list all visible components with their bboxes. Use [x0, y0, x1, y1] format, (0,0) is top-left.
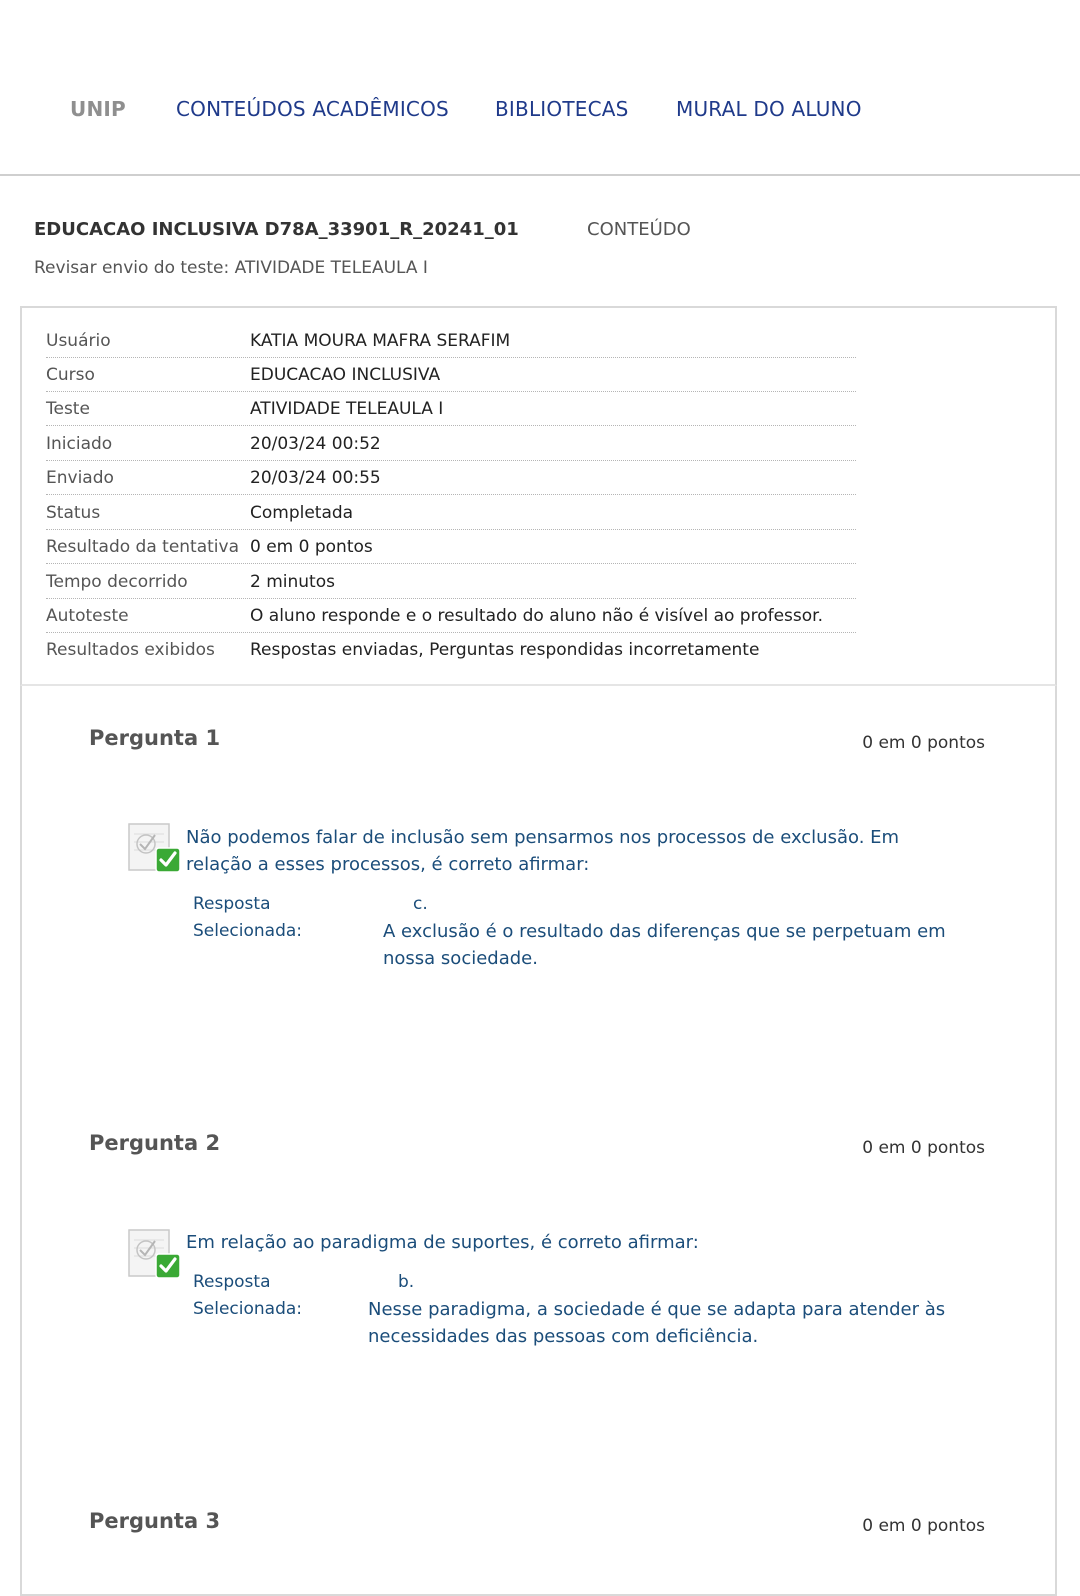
info-label: Usuário: [46, 331, 111, 351]
info-value: 20/03/24 00:55: [250, 468, 381, 488]
info-label: Teste: [46, 399, 90, 419]
info-label: Iniciado: [46, 434, 113, 454]
question-1-title: Pergunta 1: [89, 726, 221, 750]
question-2-title: Pergunta 2: [89, 1131, 221, 1155]
info-row-teste: [46, 392, 856, 426]
info-label: Autoteste: [46, 606, 129, 626]
info-label: Curso: [46, 365, 95, 385]
question-2-text: Em relação ao paradigma de suportes, é correto afirmar:: [186, 1232, 699, 1253]
info-label: Status: [46, 503, 101, 523]
info-row-autoteste: [46, 599, 856, 633]
answer-label-selected: Selecionada:: [193, 1299, 303, 1319]
info-value: KATIA MOURA MAFRA SERAFIM: [250, 331, 511, 351]
info-value: 20/03/24 00:52: [250, 434, 381, 454]
top-navigation: [0, 0, 1080, 176]
answer-text: Nesse paradigma, a sociedade é que se adapta para atender às necessidades das pessoas com deficiência.: [368, 1299, 946, 1347]
info-row-resultado: [46, 530, 856, 564]
nav-item-bibliotecas[interactable]: BIBLIOTECAS: [495, 97, 629, 121]
info-label: Resultado da tentativa: [46, 537, 240, 557]
answer-letter: b.: [398, 1272, 415, 1292]
info-row-tempo: [46, 565, 856, 599]
info-value: O aluno responde e o resultado do aluno não é visível ao professor.: [250, 606, 823, 626]
course-title[interactable]: EDUCACAO INCLUSIVA D78A_33901_R_20241_01: [34, 219, 519, 240]
info-value: 2 minutos: [250, 572, 335, 592]
correct-answer-icon: [128, 1228, 182, 1280]
info-label: Resultados exibidos: [46, 640, 215, 660]
question-2-points: 0 em 0 pontos: [862, 1138, 985, 1158]
correct-answer-icon: [128, 822, 182, 874]
info-value: Respostas enviadas, Perguntas respondidas incorretamente: [250, 640, 760, 660]
answer-label-selected: Selecionada:: [193, 921, 303, 941]
answer-text: A exclusão é o resultado das diferenças que se perpetuam em nossa sociedade.: [383, 921, 946, 969]
info-row-status: [46, 496, 856, 530]
info-row-curso: [46, 358, 856, 392]
nav-item-conteudos-academicos[interactable]: CONTEÚDOS ACADÊMICOS: [176, 97, 449, 121]
info-row-usuario: [46, 324, 856, 358]
info-value: 0 em 0 pontos: [250, 537, 373, 557]
info-value: EDUCACAO INCLUSIVA: [250, 365, 441, 385]
attempt-info-table: [20, 306, 1057, 686]
content-link[interactable]: CONTEÚDO: [587, 219, 691, 240]
nav-item-unip[interactable]: UNIP: [70, 97, 126, 121]
answer-label: Resposta: [193, 894, 271, 914]
answer-label: Resposta: [193, 1272, 271, 1292]
info-row-iniciado: [46, 427, 856, 461]
nav-item-mural-do-aluno[interactable]: MURAL DO ALUNO: [676, 97, 862, 121]
info-value: ATIVIDADE TELEAULA I: [250, 399, 444, 419]
breadcrumb: Revisar envio do teste: ATIVIDADE TELEAULA I: [34, 258, 428, 278]
question-1-points: 0 em 0 pontos: [862, 733, 985, 753]
info-row-enviado: [46, 461, 856, 495]
answer-letter: c.: [413, 894, 428, 914]
info-value: Completada: [250, 503, 354, 523]
info-row-resultados-exibidos: [46, 633, 856, 667]
question-3-points: 0 em 0 pontos: [862, 1516, 985, 1536]
info-label: Enviado: [46, 468, 114, 488]
question-3-title: Pergunta 3: [89, 1509, 221, 1533]
question-1-text: Não podemos falar de inclusão sem pensarmos nos processos de exclusão. Em relação a esses processos, é correto afirmar:: [186, 827, 900, 875]
info-label: Tempo decorrido: [46, 572, 188, 592]
